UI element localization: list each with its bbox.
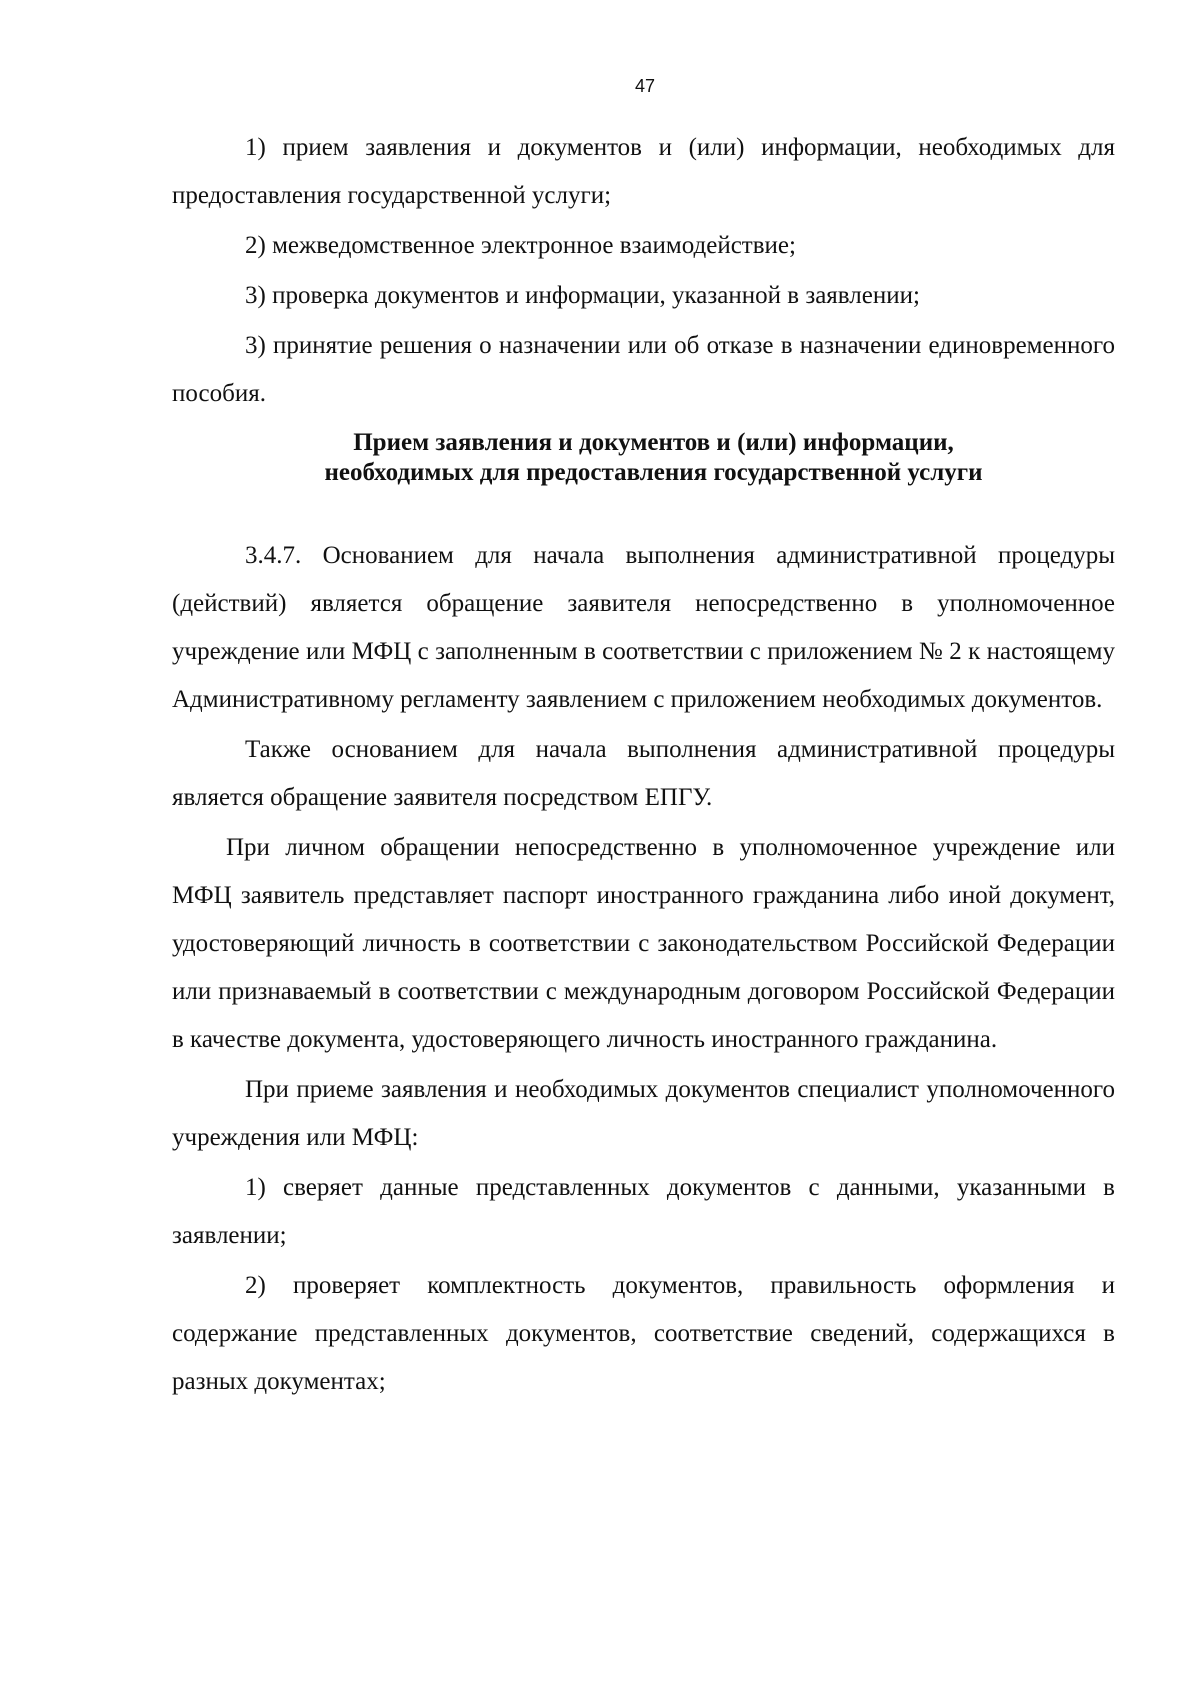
page-number: 47 <box>634 76 656 96</box>
paragraph-specialist: При приеме заявления и необходимых документов специалист уполномоченного учреждения или МФЦ: <box>172 1076 1115 1151</box>
paragraph-3-4-7: 3.4.7. Основанием для начала выполнения административной процедуры (действий) является обращение заявителя непосредственно в уполномоченное учреждение или МФЦ с заполненным в соответствии с приложением № 2 к настоящему Административному регламенту заявлением с приложением необходимых документов. <box>172 542 1115 713</box>
section-heading <box>172 428 1115 488</box>
page-content <box>172 124 1115 1406</box>
section-heading-line-2: необходимых для предоставления государственной услуги <box>324 459 983 486</box>
paragraph-epgu: Также основанием для начала выполнения административной процедуры является обращение заявителя посредством ЕПГУ. <box>172 736 1115 811</box>
list-item-decision: 3) принятие решения о назначении или об отказе в назначении единовременного пособия. <box>172 332 1115 407</box>
section-heading-line-1: Прием заявления и документов и (или) информации, <box>353 429 954 456</box>
list-item-verification: 3) проверка документов и информации, указанной в заявлении; <box>245 282 920 309</box>
list-item-reception: 1) прием заявления и документов и (или) информации, необходимых для предоставления государственной услуги; <box>172 134 1115 209</box>
list-item-check-completeness: 2) проверяет комплектность документов, правильность оформления и содержание представленных документов, соответствие сведений, содержащихся в разных документах; <box>172 1272 1115 1395</box>
list-item-compare-data: 1) сверяет данные представленных документов с данными, указанными в заявлении; <box>172 1174 1115 1249</box>
list-item-interagency: 2) межведомственное электронное взаимодействие; <box>245 232 796 259</box>
paragraph-personal-visit: При личном обращении непосредственно в уполномоченное учреждение или МФЦ заявитель представляет паспорт иностранного гражданина либо иной документ, удостоверяющий личность в соответствии с законодательством Российской Федерации или признаваемый в соответствии с международным договором Российской Федерации в качестве документа, удостоверяющего личность иностранного гражданина. <box>172 834 1115 1053</box>
